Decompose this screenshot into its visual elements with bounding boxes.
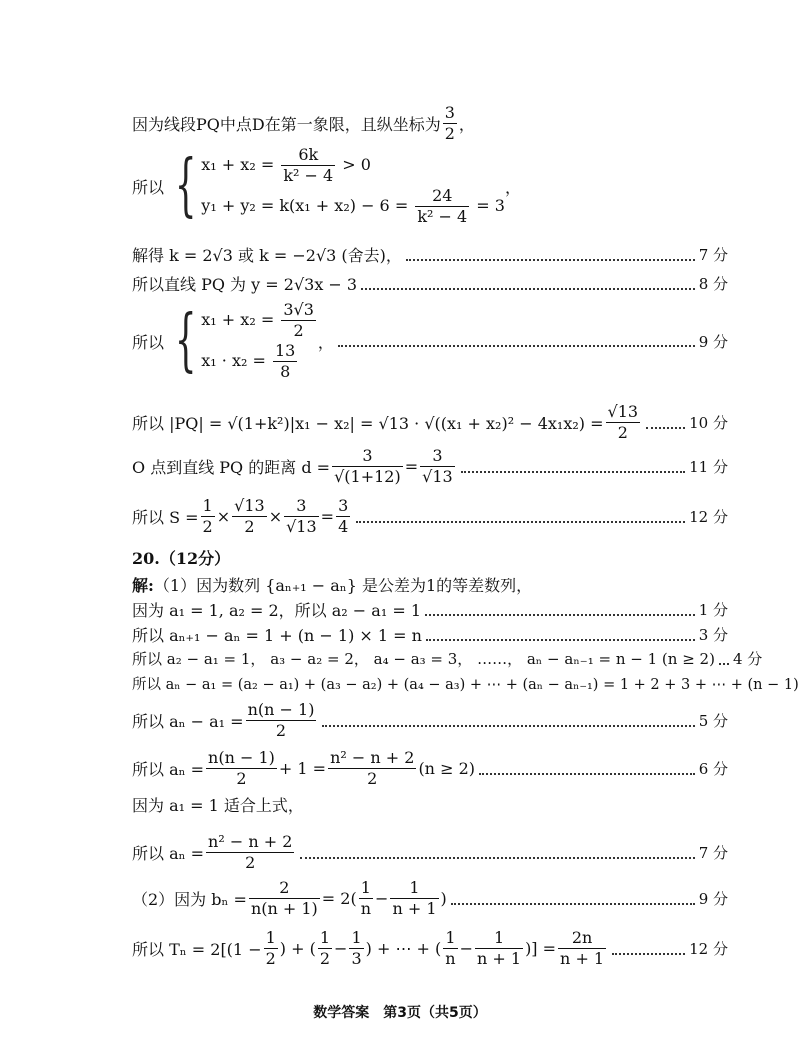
frac-num: 2n <box>558 928 606 949</box>
eq-left: y₁ + y₂ = k(x₁ + x₂) − 6 = <box>201 196 409 215</box>
score-label: 7 分 <box>698 246 728 264</box>
dot-leader <box>426 639 695 641</box>
fraction <box>606 402 641 443</box>
frac-num: 1 <box>265 928 276 947</box>
frac-num: 1 <box>319 928 331 947</box>
frac-num: 1 <box>359 878 373 899</box>
frac-den: k² − 4 <box>417 207 468 226</box>
score-label: 12 分 <box>689 940 728 958</box>
fraction <box>443 103 457 144</box>
score-label: 1 分 <box>698 601 728 619</box>
frac-den: √13 <box>286 517 317 536</box>
line-text: 因为线段PQ中点D在第一象限，且纵坐标为 <box>132 115 441 134</box>
line-bn <box>132 878 728 919</box>
frac-den: 2 <box>244 517 255 536</box>
fraction <box>332 446 403 487</box>
solution-label: 解: <box>132 576 154 595</box>
frac-num: n(n − 1) <box>247 700 315 719</box>
frac-num: 3 <box>420 446 455 467</box>
dot-leader <box>356 521 685 523</box>
line-an-final <box>132 832 728 873</box>
fraction <box>246 700 317 741</box>
frac-den: 2 <box>293 321 304 340</box>
line-text: 所以直线 PQ 为 y = 2√3x − 3 <box>132 275 358 294</box>
frac-den: 2 <box>319 949 331 968</box>
fraction <box>232 496 267 537</box>
system <box>164 300 318 382</box>
dot-leader <box>338 345 695 347</box>
system-lines <box>201 145 505 227</box>
equals: = <box>404 457 419 476</box>
line-line-equation <box>132 272 728 295</box>
line-text: 所以 aₙ = <box>132 844 205 863</box>
line-text: 所以 aₙ − a₁ = (a₂ − a₁) + (a₃ − a₂) + (a₄ − a₃) + ⋯ + (aₙ − aₙ₋₁) = 1 + 2 + 3 + ⋯ + (n − 1) <box>132 677 799 693</box>
frac-den: n <box>360 899 372 918</box>
frac-den: 2 <box>367 769 378 788</box>
minus: − <box>459 939 473 958</box>
line-recurrence <box>132 623 728 646</box>
score-label: 9 分 <box>698 332 728 351</box>
frac-num: 1 <box>202 496 213 515</box>
system <box>164 145 505 227</box>
dot-leader <box>461 471 685 473</box>
fraction <box>318 928 332 969</box>
system-prefix: 所以 <box>132 177 165 197</box>
line-a1-fits <box>132 793 728 816</box>
system-eq-2 <box>201 341 318 382</box>
system-eq-1 <box>201 300 318 341</box>
frac-num: 1 <box>475 928 523 949</box>
score-label: 8 分 <box>698 275 728 293</box>
line-solution-start <box>132 573 728 596</box>
fraction <box>475 928 523 969</box>
minus: − <box>375 889 389 908</box>
paren: ) + ( <box>279 939 316 958</box>
times: × <box>268 507 283 526</box>
line-text: 所以 S = <box>132 508 199 527</box>
score-label: 9 分 <box>698 890 728 908</box>
frac-den: 2 <box>245 853 256 872</box>
line-tail: ， <box>458 115 475 134</box>
frac-num: 2 <box>249 878 320 899</box>
score-label: 6 分 <box>698 760 728 778</box>
line-midpoint-condition <box>132 103 728 144</box>
plus-one: + 1 = <box>278 759 327 778</box>
dot-leader <box>479 773 695 775</box>
frac-num: 3√3 <box>283 300 314 319</box>
system-tail: ， <box>317 332 334 352</box>
page-footer: 数学答案 第3页（共5页） <box>313 1005 487 1021</box>
fraction <box>415 186 469 227</box>
dot-leader <box>406 259 695 261</box>
line-tn <box>132 928 728 969</box>
line-text: 因为 a₁ = 1 适合上式， <box>132 796 304 815</box>
fraction <box>264 928 278 969</box>
frac-den: 2 <box>444 124 455 143</box>
dot-leader <box>612 953 685 955</box>
score-label: 12 分 <box>689 508 728 526</box>
frac-den: 2 <box>265 949 276 968</box>
frac-num: 24 <box>415 186 469 207</box>
line-text: O 点到直线 PQ 的距离 d = <box>132 458 331 477</box>
score-label: 11 分 <box>689 458 728 476</box>
line-differences <box>132 648 763 669</box>
frac-den: n + 1 <box>477 949 522 968</box>
frac-num: n² − n + 2 <box>208 832 293 851</box>
eq-left: x₁ · x₂ = <box>201 351 266 370</box>
fraction <box>281 145 335 186</box>
frac-num: √13 <box>607 402 639 421</box>
eq-right: = 3 <box>476 196 505 215</box>
frac-den: 2 <box>202 517 213 536</box>
fraction <box>328 748 416 789</box>
dot-leader <box>300 857 694 859</box>
score-label: 3 分 <box>698 626 728 644</box>
frac-den: 4 <box>338 517 349 536</box>
fraction <box>206 832 294 873</box>
frac-den: 8 <box>280 362 291 381</box>
eq-left: x₁ + x₂ = <box>201 310 275 329</box>
frac-den: n + 1 <box>392 899 437 918</box>
condition: (n ≥ 2) <box>418 759 475 778</box>
frac-den: √(1+12) <box>334 467 401 486</box>
line-text: 所以 aₙ = <box>132 760 205 779</box>
frac-den: n <box>445 949 456 968</box>
fraction <box>201 496 215 537</box>
paren: ) <box>440 889 447 908</box>
fraction <box>206 748 277 789</box>
line-text: 解得 k = 2√3 或 k = −2√3 (舍去)， <box>132 246 402 265</box>
line-text: 所以 |PQ| = √(1+k²)|x₁ − x₂| = √13 · √((x₁ + x₂)² − 4x₁x₂) = <box>132 414 604 433</box>
frac-den: 3 <box>351 949 362 968</box>
frac-den: 2 <box>275 721 287 740</box>
equals: = 2( <box>321 889 357 908</box>
frac-num: 1 <box>390 878 438 899</box>
score-label: 7 分 <box>698 844 728 862</box>
fraction <box>284 496 319 537</box>
eq-right: > 0 <box>342 155 371 174</box>
fraction <box>420 446 455 487</box>
paren: ) + ⋯ + ( <box>365 939 442 958</box>
line-an-formula <box>132 748 728 789</box>
frac-num: √13 <box>234 496 265 515</box>
system-eq-1 <box>201 145 505 186</box>
frac-num: 6k <box>281 145 335 166</box>
system-tail: ， <box>504 177 521 197</box>
line-text: （1）因为数列 {aₙ₊₁ − aₙ} 是公差为1的等差数列， <box>153 576 533 595</box>
score-label: 5 分 <box>698 712 728 730</box>
equals: = <box>320 507 335 526</box>
brace-icon: { <box>174 301 197 380</box>
system-prefix: 所以 <box>132 332 165 352</box>
line-an-minus-a1 <box>132 700 728 741</box>
system-eq-2 <box>201 186 505 227</box>
frac-den: n + 1 <box>560 949 605 968</box>
dot-leader <box>646 427 685 429</box>
line-text: （2）因为 bₙ = <box>132 890 247 909</box>
system-lines <box>201 300 318 382</box>
question-20-title <box>132 546 728 569</box>
frac-den: 2 <box>236 769 247 788</box>
frac-den: n(n + 1) <box>250 899 318 918</box>
line-solve-k <box>132 243 728 266</box>
question-title: 20.（12分） <box>132 549 231 568</box>
fraction <box>273 341 297 382</box>
fraction <box>249 878 320 919</box>
frac-num: 1 <box>443 928 457 949</box>
line-area <box>132 496 728 537</box>
frac-den: 2 <box>617 423 628 442</box>
fraction <box>281 300 316 341</box>
frac-num: 1 <box>351 928 362 947</box>
dot-leader <box>322 725 694 727</box>
line-text: 所以 a₂ − a₁ = 1， a₃ − a₂ = 2， a₄ − a₃ = 3， ……， aₙ − aₙ₋₁ = n − 1 (n ≥ 2) <box>132 650 715 668</box>
paren: )] = <box>525 939 557 958</box>
brace-icon: { <box>174 146 197 225</box>
minus: − <box>334 939 348 958</box>
line-text: 因为 a₁ = 1, a₂ = 2，所以 a₂ − a₁ = 1 <box>132 601 422 620</box>
frac-num: 3 <box>444 103 455 122</box>
eq-left: x₁ + x₂ = <box>201 155 275 174</box>
frac-num: 3 <box>332 446 403 467</box>
dot-leader <box>719 663 729 665</box>
line-text: 所以 aₙ₊₁ − aₙ = 1 + (n − 1) × 1 = n <box>132 626 422 645</box>
frac-num: n² − n + 2 <box>330 748 415 767</box>
frac-den: k² − 4 <box>283 166 334 185</box>
equation-system-2 <box>132 300 728 382</box>
fraction <box>390 878 438 919</box>
score-label: 10 分 <box>689 414 728 432</box>
fraction <box>558 928 606 969</box>
line-distance <box>132 446 728 487</box>
line-pq-length <box>132 402 728 443</box>
frac-num: 13 <box>275 341 296 360</box>
line-text: 所以 Tₙ = 2[(1 − <box>132 940 262 959</box>
score-label: 4 分 <box>732 650 763 668</box>
frac-den: √13 <box>422 467 453 486</box>
equation-system-1 <box>132 145 728 227</box>
fraction <box>349 928 363 969</box>
line-telescoping <box>132 673 799 694</box>
times: × <box>216 507 231 526</box>
dot-leader <box>425 614 695 616</box>
dot-leader <box>361 288 695 290</box>
line-text: 所以 aₙ − a₁ = <box>132 712 244 731</box>
frac-num: 3 <box>338 496 349 515</box>
fraction <box>336 496 350 537</box>
frac-num: 3 <box>284 496 319 517</box>
dot-leader <box>451 903 695 905</box>
fraction <box>359 878 373 919</box>
frac-num: n(n − 1) <box>208 748 275 767</box>
fraction <box>443 928 457 969</box>
line-a2-a1 <box>132 598 728 621</box>
